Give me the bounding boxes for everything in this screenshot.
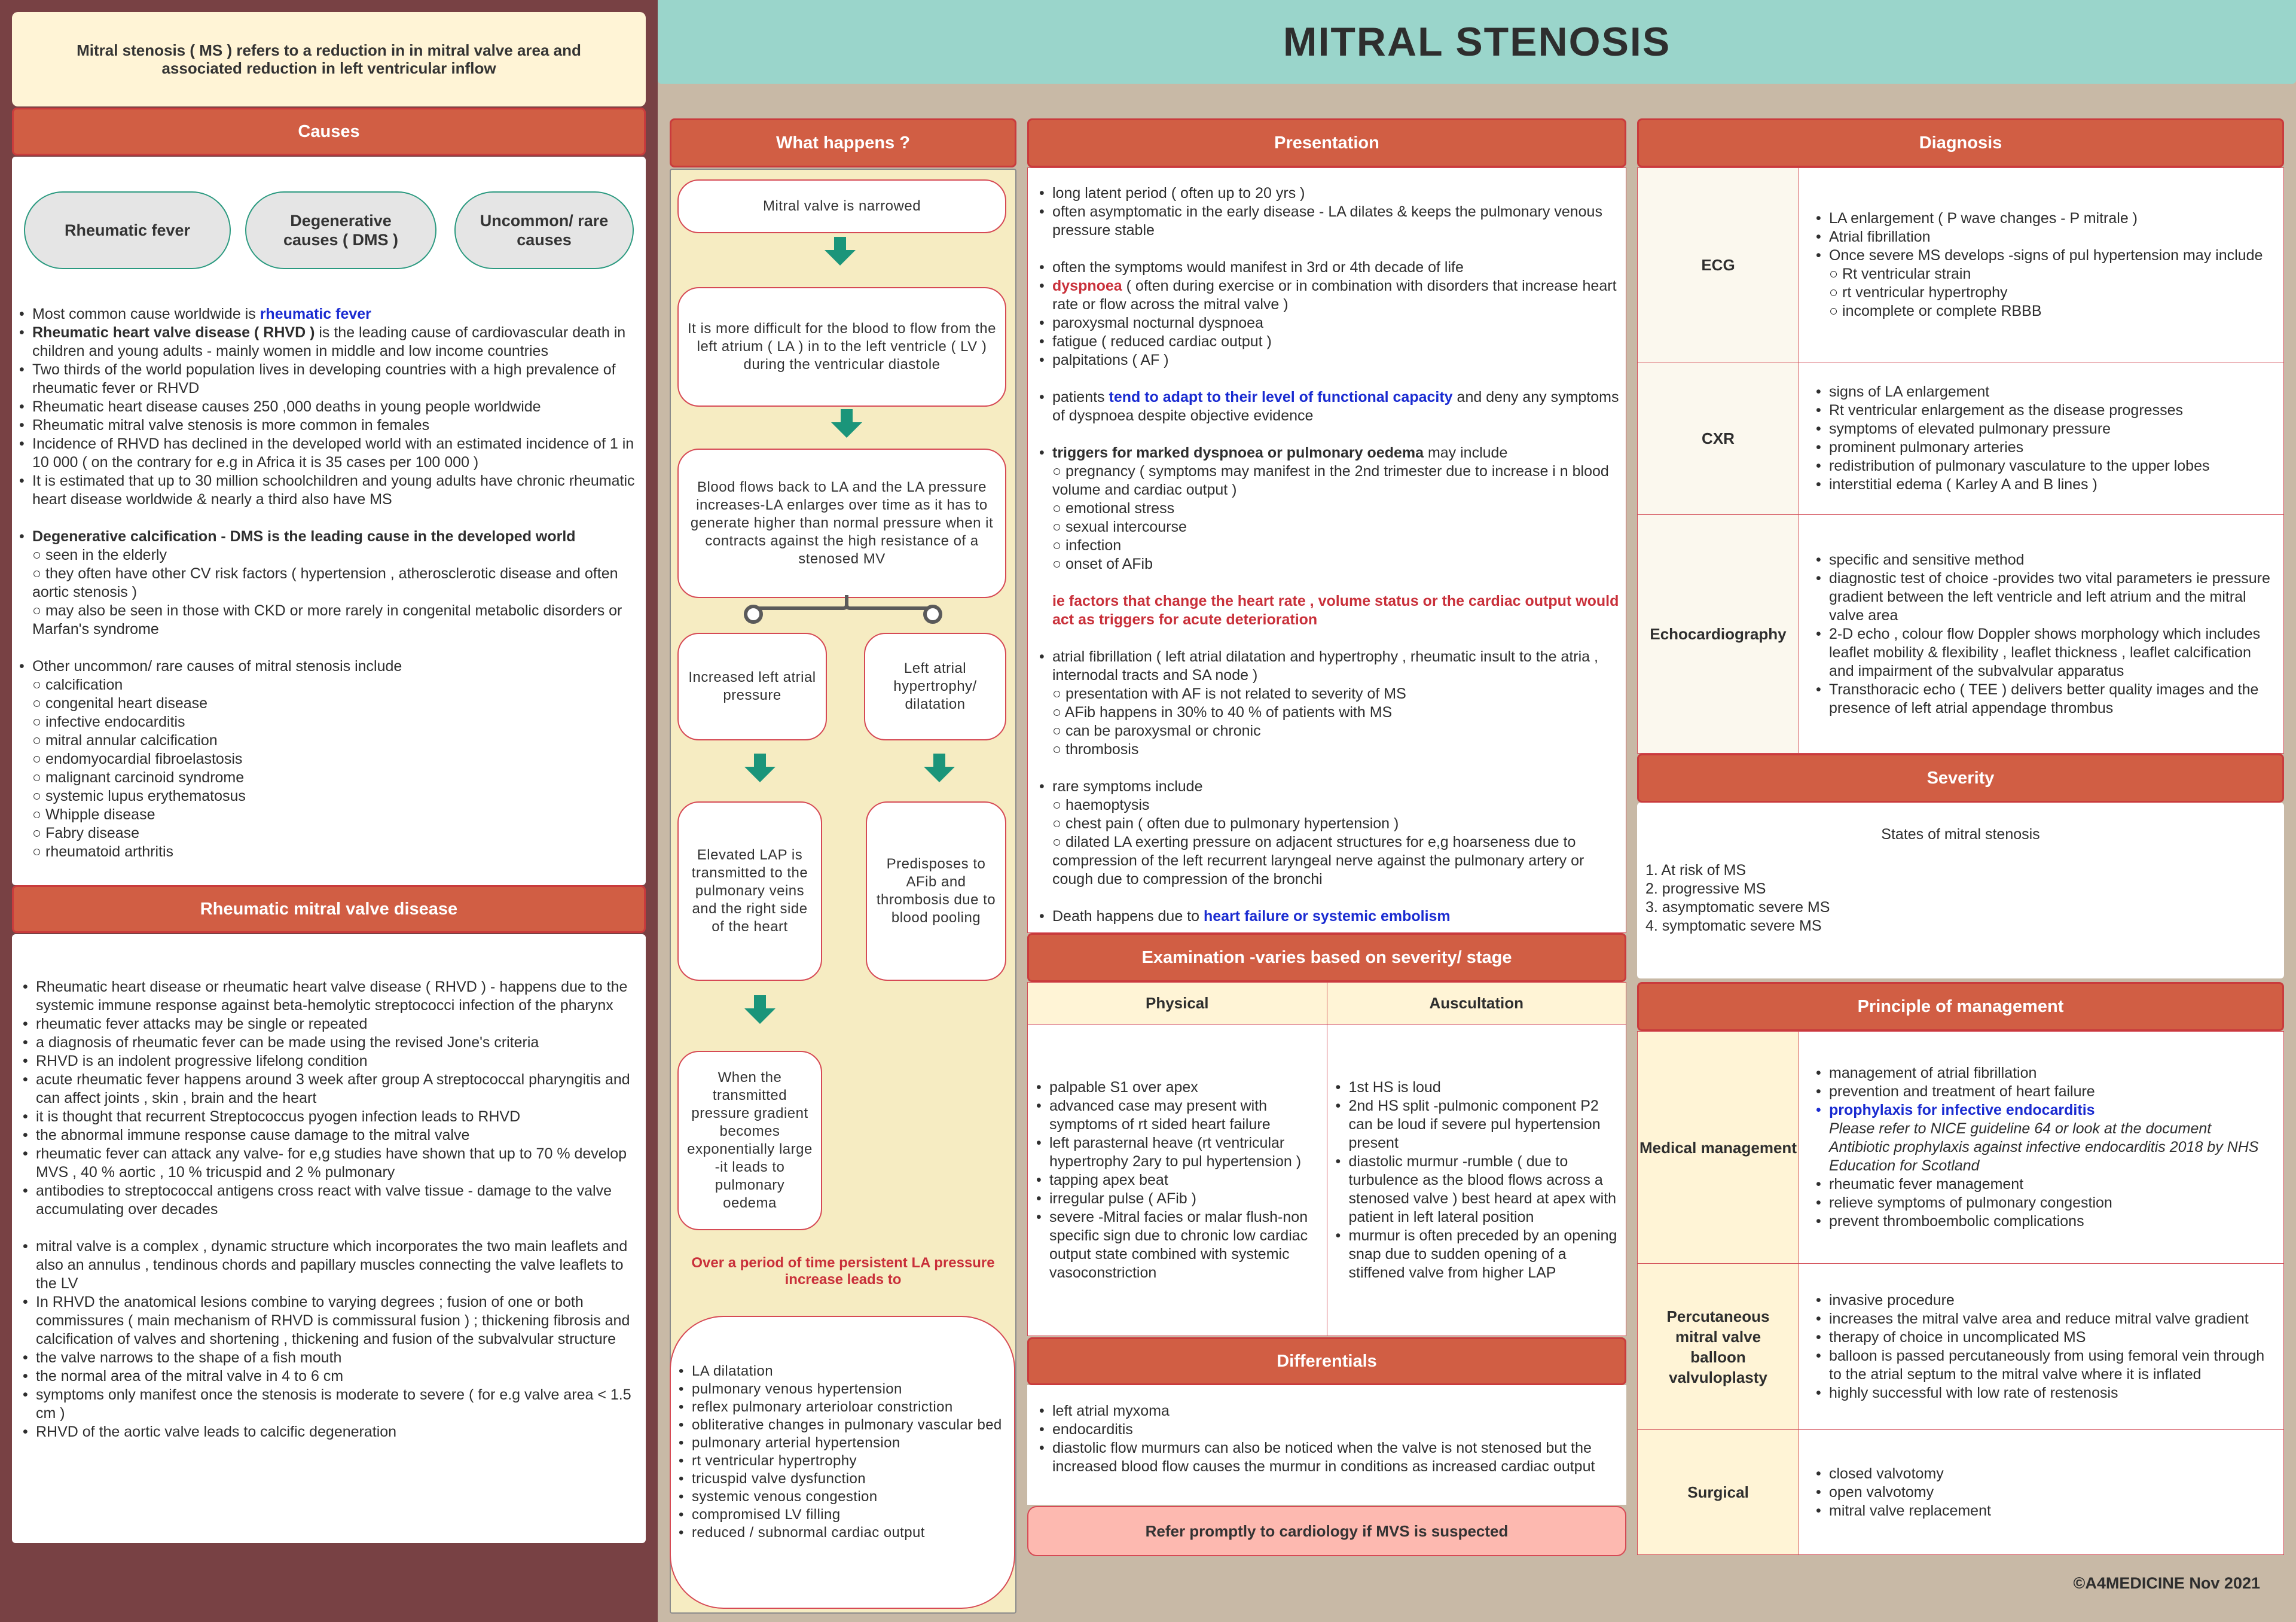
cause-item: • Two thirds of the world population lives in developing countries with a high prevalence of rheumatic fever or RHVD [19, 361, 641, 398]
echo-cell [1799, 515, 2284, 754]
exam-col-auscultation: Auscultation [1327, 983, 1626, 1025]
flow-box-afib: Predisposes to AFib and thrombosis due to blood pooling [866, 801, 1006, 981]
rheumatic-item: • In RHVD the anatomical lesions combine to varying degrees ; fusion of one or both commissures ( main mechanism of RHVD is commissural fusion ) ; thickening fibrosis and calcification of valves and shortening , thickening and fusion of the subvalvular structure [23, 1293, 639, 1349]
consequence-item: • compromised LV filling [679, 1506, 1007, 1524]
management-label-pmbv: Percutaneous mitral valve balloon valvuloplasty [1638, 1264, 1799, 1430]
copyright: ©A4MEDICINE Nov 2021 [2073, 1574, 2260, 1592]
medical-item: • management of atrial fibrillation [1816, 1064, 2275, 1083]
medical-item-prophylaxis: • prophylaxis for infective endocarditis Please refer to NICE guideline 64 or look at the document Antibiotic prophylaxis against infective endocarditis 2018 by NHS Education for Scotland [1816, 1101, 2275, 1175]
rheumatic-item: • it is thought that recurrent Streptococcus pyogen infection leads to RHVD [23, 1108, 639, 1126]
severity-item: 3. asymptomatic severe MS [1645, 899, 1830, 916]
rheumatic-item: • RHVD of the aortic valve leads to calcific degeneration [23, 1423, 639, 1441]
flow-box-pulmonary-oedema: When the transmitted pressure gradient becomes exponentially large -it leads to pulmonary oedema [677, 1051, 822, 1230]
rheumatic-item: • rheumatic fever can attack any valve- for e,g studies have shown that up to 70 % develop MVS , 40 % aortic , 10 % tricuspid and 2 % pulmonary [23, 1145, 639, 1182]
flow-box-elevated-lap: Elevated LAP is transmitted to the pulmonary veins and the right side of the heart [677, 801, 822, 981]
branch-connector-icon [735, 595, 951, 631]
rheumatic-item: • Rheumatic heart disease or rheumatic heart valve disease ( RHVD ) - happens due to the systemic immune response against beta-hemolytic streptococci infection of the pharynx [23, 978, 639, 1015]
pmbv-cell [1799, 1264, 2284, 1430]
causes-header-label: Causes [298, 121, 360, 141]
presentation-item: • patients tend to adapt to their level of functional capacity and deny any symptoms of dyspnoea despite objective evidence [1039, 388, 1619, 425]
cause-item: • Incidence of RHVD has declined in the developed world with an estimated incidence of 1 in 10 000 ( on the contrary for e.g in Africa it is 35 cases per 100 000 ) [19, 435, 641, 472]
cxr-item: • symptoms of elevated pulmonary pressure [1816, 420, 2275, 438]
echo-item: • specific and sensitive method [1816, 551, 2275, 569]
cause-item: • It is estimated that up to 30 million schoolchildren and young adults have chronic rheumatic heart disease worldwide & nearly a third also have MS [19, 472, 641, 509]
consequence-item: • reflex pulmonary arterioloar constriction [679, 1398, 1007, 1416]
page-title: MITRAL STENOSIS [1283, 19, 1671, 65]
cxr-item: • Rt ventricular enlargement as the disease progresses [1816, 401, 2275, 420]
auscultation-item: • 1st HS is loud [1336, 1078, 1620, 1097]
severity-item: 4. symptomatic severe MS [1645, 917, 1822, 934]
triggers-note: ie factors that change the heart rate , volume status or the cardiac output would act as triggers for acute deterioration [1052, 593, 1619, 628]
causes-header [12, 108, 646, 156]
flow-box-difficult-flow: It is more difficult for the blood to flow from the left atrium ( LA ) in to the left ventricle ( LV ) during the ventricular diastole [677, 287, 1006, 407]
consequences-list [679, 1362, 1007, 1542]
consequence-item: • pulmonary arterial hypertension [679, 1434, 1007, 1452]
physical-item: • severe -Mitral facies or malar flush-non specific sign due to chronic low cardiac output state combined with systemic vasoconstriction [1036, 1208, 1321, 1282]
consequence-item: • rt ventricular hypertrophy [679, 1452, 1007, 1470]
examination-header: Examination -varies based on severity/ stage [1027, 933, 1626, 982]
management-table [1637, 1031, 2284, 1555]
auscultation-item: • 2nd HS split -pulmonic component P2 can be loud if severe pul hypertension present [1336, 1097, 1620, 1153]
rheumatic-item: • rheumatic fever attacks may be single or repeated [23, 1015, 639, 1033]
flow-box-la-pressure: Blood flows back to LA and the LA pressure increases-LA enlarges over time as it has to generate higher than normal pressure when it contracts against the high resistance of a stenosed MV [677, 449, 1006, 598]
what-happens-header: What happens ? [670, 118, 1016, 167]
title-band [658, 0, 2296, 84]
differentials-header: Differentials [1027, 1337, 1626, 1385]
pmbv-item: • highly successful with low rate of restenosis [1816, 1384, 2275, 1403]
pmbv-item: • balloon is passed percutaneously from using femoral vein through to the atrial septum to the mitral valve where it is inflated [1816, 1347, 2275, 1384]
cxr-item: • redistribution of pulmonary vasculature to the upper lobes [1816, 457, 2275, 475]
differential-item: • endocarditis [1039, 1420, 1619, 1439]
flow-box-increased-lap: Increased left atrial pressure [677, 633, 827, 740]
ecg-cell [1799, 168, 2284, 362]
surgical-item: • mitral valve replacement [1816, 1502, 2275, 1520]
cause-item: • Rheumatic heart disease causes 250 ,000 deaths in young people worldwide [19, 398, 641, 416]
medical-item: • relieve symptoms of pulmonary congestion [1816, 1194, 2275, 1212]
differential-item: • diastolic flow murmurs can also be noticed when the valve is not stenosed but the increased blood flow causes the murmur in conditions as increased cardiac output [1039, 1439, 1619, 1476]
cxr-cell [1799, 362, 2284, 515]
rheumatic-item: • symptoms only manifest once the stenosis is moderate to severe ( for e.g valve area < 1.5 cm ) [23, 1386, 639, 1423]
rheumatic-item: • the valve narrows to the shape of a fish mouth [23, 1349, 639, 1367]
presentation-item: • palpitations ( AF ) [1039, 351, 1619, 370]
rheumatic-item: • the normal area of the mitral valve in 4 to 6 cm [23, 1367, 639, 1386]
arrow-down-icon [823, 234, 857, 268]
surgical-item: • open valvotomy [1816, 1483, 2275, 1502]
exam-col-physical: Physical [1028, 983, 1327, 1025]
arrow-down-icon [923, 751, 956, 785]
consequence-item: • systemic venous congestion [679, 1488, 1007, 1506]
cause-pill-rare: Uncommon/ rare causes [454, 191, 634, 269]
ecg-item: • LA enlargement ( P wave changes - P mitrale ) [1816, 209, 2275, 228]
rheumatic-item: • the abnormal immune response cause damage to the mitral valve [23, 1126, 639, 1145]
flow-box-narrowed: Mitral valve is narrowed [677, 179, 1006, 233]
consequence-item: • pulmonary venous hypertension [679, 1380, 1007, 1398]
medical-item: • rheumatic fever management [1816, 1175, 2275, 1194]
causes-list [19, 305, 641, 861]
differentials-list [1039, 1402, 1619, 1476]
rheumatic-item: • acute rheumatic fever happens around 3 week after group A streptococcal pharyngitis and can affect joints , skin , brain and the heart [23, 1071, 639, 1108]
pmbv-item: • increases the mitral valve area and reduce mitral valve gradient [1816, 1310, 2275, 1328]
pmbv-item: • therapy of choice in uncomplicated MS [1816, 1328, 2275, 1347]
severity-header: Severity [1637, 754, 2284, 803]
medical-item: • prevention and treatment of heart failure [1816, 1083, 2275, 1101]
severity-item: 1. At risk of MS [1645, 862, 1747, 879]
rheumatic-list [23, 978, 639, 1441]
physical-item: • palpable S1 over apex [1036, 1078, 1321, 1097]
echo-item: • Transthoracic echo ( TEE ) delivers better quality images and the presence of left atrial appendage thrombus [1816, 681, 2275, 718]
presentation-item-rare: • rare symptoms include ○ haemoptysis ○ chest pain ( often due to pulmonary hypertension ) ○ dilated LA exerting pressure on adjacent structures for e,g hoarseness due to compression of the left recurrent laryngeal nerve against the pulmonary artery or cough due to compression of the bronchi [1039, 778, 1619, 889]
echo-item: • diagnostic test of choice -provides two vital parameters ie pressure gradient between the left ventricle and left atrium and the mitral valve area [1816, 569, 2275, 625]
cause-item: • Most common cause worldwide is rheumatic fever [19, 305, 641, 324]
cause-item: • Rheumatic heart valve disease ( RHVD ) is the leading cause of cardiovascular death in children and young adults - mainly women in middle and low income countries [19, 324, 641, 361]
physical-item: • left parasternal heave (rt ventricular hypertrophy 2ary to pul hypertension ) [1036, 1134, 1321, 1171]
severity-list [1645, 861, 2279, 935]
presentation-item-af: • atrial fibrillation ( left atrial dilatation and hypertrophy , rheumatic insult to the atria , internodal tracts and SA node ) ○ presentation with AF is not related to severity of MS ○ AFib happens in 30% to 40 % of patients with MS ○ can be paroxysmal or chronic ○ thrombosis [1039, 648, 1619, 759]
cxr-item: • prominent pulmonary arteries [1816, 438, 2275, 457]
over-time-note: Over a period of time persistent LA pressure increase leads to [691, 1255, 995, 1288]
diagnosis-label-cxr: CXR [1638, 362, 1799, 515]
presentation-item: • dyspnoea ( often during exercise or in combination with disorders that increase heart rate or flow across the mitral valve ) [1039, 277, 1619, 314]
cause-item: • Rheumatic mitral valve stenosis is more common in females [19, 416, 641, 435]
presentation-item-death: • Death happens due to heart failure or systemic embolism [1039, 907, 1619, 926]
arrow-down-icon [743, 751, 777, 785]
auscultation-cell [1327, 1025, 1626, 1336]
refer-banner: Refer promptly to cardiology if MVS is suspected [1027, 1506, 1626, 1556]
echo-item: • 2-D echo , colour flow Doppler shows morphology which includes leaflet mobility & flexibility , leaflet thickness , leaflet calcification and impairment of the subvalvular apparatus [1816, 625, 2275, 681]
diagnosis-label-ecg: ECG [1638, 168, 1799, 362]
physical-item: • irregular pulse ( AFib ) [1036, 1190, 1321, 1208]
cause-item-dms: • Degenerative calcification - DMS is the leading cause in the developed world ○ seen in the elderly ○ they often have other CV risk factors ( hypertension , atherosclerotic disease and often aortic stenosis ) ○ may also be seen in those with CKD or more rarely in congenital metabolic disorders or Marfan's syndrome [19, 528, 641, 639]
consequence-item: • tricuspid valve dysfunction [679, 1470, 1007, 1488]
presentation-item: • often asymptomatic in the early disease - LA dilates & keeps the pulmonary venous pressure stable [1039, 203, 1619, 240]
diagnosis-label-echo: Echocardiography [1638, 515, 1799, 754]
rheumatic-item: • RHVD is an indolent progressive lifelong condition [23, 1052, 639, 1071]
presentation-item: • paroxysmal nocturnal dyspnoea [1039, 314, 1619, 333]
medical-cell [1799, 1032, 2284, 1264]
cause-pill-rheumatic: Rheumatic fever [24, 191, 231, 269]
presentation-list [1039, 184, 1619, 926]
presentation-item: • fatigue ( reduced cardiac output ) [1039, 333, 1619, 351]
physical-item: • advanced case may present with symptoms of rt sided heart failure [1036, 1097, 1321, 1134]
examination-table [1027, 982, 1626, 1336]
rheumatic-header: Rheumatic mitral valve disease [12, 885, 646, 933]
surgical-cell [1799, 1430, 2284, 1555]
physical-item: • tapping apex beat [1036, 1171, 1321, 1190]
cxr-item: • signs of LA enlargement [1816, 383, 2275, 401]
definition-text: Mitral stenosis ( MS ) refers to a reduction in in mitral valve area and associated reduction in left ventricular inflow [77, 41, 581, 77]
presentation-item-triggers: • triggers for marked dyspnoea or pulmonary oedema may include ○ pregnancy ( symptoms may manifest in the 2nd trimester due to increase i n blood volume and cardiac output ) ○ emotional stress ○ sexual intercourse ○ infection ○ onset of AFib [1039, 444, 1619, 574]
management-label-surgical: Surgical [1638, 1430, 1799, 1555]
physical-cell [1028, 1025, 1327, 1336]
definition-box [12, 12, 646, 106]
ecg-item: • Once severe MS develops -signs of pul hypertension may include ○ Rt ventricular strain ○ rt ventricular hypertrophy ○ incomplete or complete RBBB [1816, 246, 2275, 321]
differential-item: • left atrial myxoma [1039, 1402, 1619, 1420]
flow-box-la-hypertrophy: Left atrial hypertrophy/ dilatation [864, 633, 1006, 740]
medical-item: • prevent thromboembolic complications [1816, 1212, 2275, 1231]
arrow-down-icon [830, 407, 863, 440]
presentation-item: • often the symptoms would manifest in 3rd or 4th decade of life [1039, 258, 1619, 277]
ecg-item: • Atrial fibrillation [1816, 228, 2275, 246]
severity-subtitle: States of mitral stenosis [1881, 826, 2040, 843]
rheumatic-item: • antibodies to streptococcal antigens cross react with valve tissue - damage to the valve accumulating over decades [23, 1182, 639, 1219]
arrow-down-icon [743, 993, 777, 1026]
presentation-header: Presentation [1027, 118, 1626, 167]
cause-item-rare: • Other uncommon/ rare causes of mitral stenosis include ○ calcification ○ congenital heart disease ○ infective endocarditis ○ mitral annular calcification ○ endomyocardial fibroelastosis ○ malignant carcinoid syndrome ○ systemic lupus erythematosus ○ Whipple disease ○ Fabry disease ○ rheumatoid arthritis [19, 657, 641, 861]
diagnosis-table [1637, 167, 2284, 754]
surgical-item: • closed valvotomy [1816, 1465, 2275, 1483]
management-header: Principle of management [1637, 982, 2284, 1031]
consequence-item: • reduced / subnormal cardiac output [679, 1524, 1007, 1542]
cause-pill-degenerative: Degenerative causes ( DMS ) [245, 191, 436, 269]
rheumatic-item: • a diagnosis of rheumatic fever can be made using the revised Jone's criteria [23, 1033, 639, 1052]
diagnosis-header: Diagnosis [1637, 118, 2284, 167]
management-label-medical: Medical management [1638, 1032, 1799, 1264]
auscultation-item: • diastolic murmur -rumble ( due to turbulence as the blood flows across a stenosed valve ) best heard at apex with patient in left lateral position [1336, 1153, 1620, 1227]
rheumatic-item: • mitral valve is a complex , dynamic structure which incorporates the two main leaflets and also an annulus , tendinous chords and papillary muscles connecting the valve leaflets to the LV [23, 1237, 639, 1293]
consequence-item: • LA dilatation [679, 1362, 1007, 1380]
presentation-item: • long latent period ( often up to 20 yrs ) [1039, 184, 1619, 203]
consequence-item: • obliterative changes in pulmonary vascular bed [679, 1416, 1007, 1434]
pmbv-item: • invasive procedure [1816, 1291, 2275, 1310]
auscultation-item: • murmur is often preceded by an opening snap due to sudden opening of a stiffened valve from higher LAP [1336, 1227, 1620, 1282]
severity-item: 2. progressive MS [1645, 880, 1766, 897]
cxr-item: • interstitial edema ( Karley A and B lines ) [1816, 475, 2275, 494]
